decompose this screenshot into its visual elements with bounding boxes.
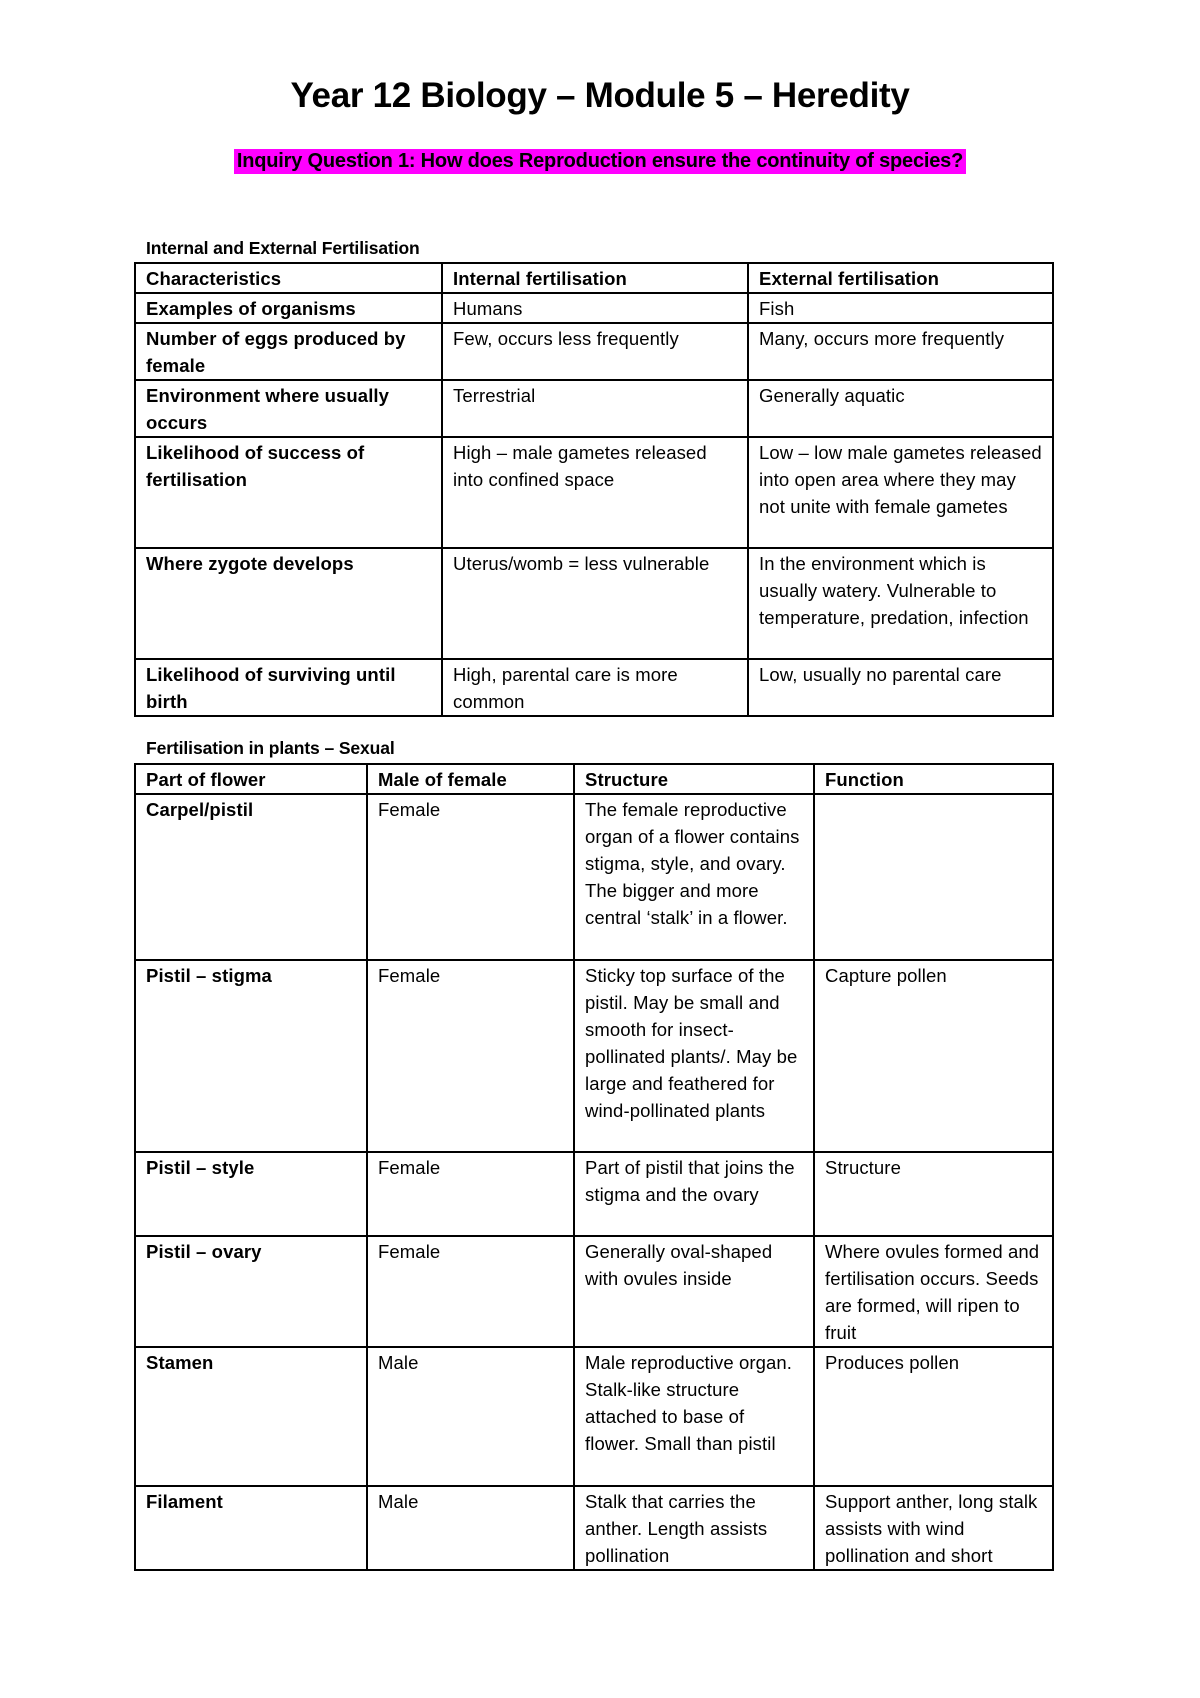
row-label: Carpel/pistil (135, 794, 367, 960)
plants-table (134, 763, 1054, 1571)
table-row (135, 794, 1053, 960)
row-label: Likelihood of surviving until birth (135, 659, 442, 716)
table-cell: Many, occurs more frequently (748, 323, 1053, 380)
table-cell: Stalk that carries the anther. Length assists pollination (574, 1486, 814, 1570)
table-cell: Female (367, 1236, 574, 1347)
table-cell: Low – low male gametes released into open area where they may not unite with female gametes (748, 437, 1053, 548)
row-label: Number of eggs produced by female (135, 323, 442, 380)
table-cell: Uterus/womb = less vulnerable (442, 548, 748, 659)
table-row (135, 1236, 1053, 1347)
row-label: Stamen (135, 1347, 367, 1486)
table-cell: Sticky top surface of the pistil. May be small and smooth for insect-pollinated plants/. May be large and feathered for wind-pollinated plants (574, 960, 814, 1152)
row-label: Pistil – style (135, 1152, 367, 1236)
fertilisation-table-title: Internal and External Fertilisation (146, 238, 420, 258)
table-row (135, 437, 1053, 548)
column-header: Characteristics (135, 263, 442, 293)
table-cell: Generally oval-shaped with ovules inside (574, 1236, 814, 1347)
column-header: Part of flower (135, 764, 367, 794)
table-row (135, 1152, 1053, 1236)
table-cell: Part of pistil that joins the stigma and the ovary (574, 1152, 814, 1236)
table-cell: In the environment which is usually watery. Vulnerable to temperature, predation, infection (748, 548, 1053, 659)
row-label: Environment where usually occurs (135, 380, 442, 437)
table-row (135, 293, 1053, 323)
table-header-row (135, 263, 1053, 293)
table-cell: Humans (442, 293, 748, 323)
table-row (135, 380, 1053, 437)
fertilisation-table (134, 262, 1054, 717)
table-header-row (135, 764, 1053, 794)
row-label: Pistil – ovary (135, 1236, 367, 1347)
column-header: External fertilisation (748, 263, 1053, 293)
row-label: Where zygote develops (135, 548, 442, 659)
table-cell: Where ovules formed and fertilisation occurs. Seeds are formed, will ripen to fruit (814, 1236, 1053, 1347)
table-cell: Fish (748, 293, 1053, 323)
table-cell: Male (367, 1347, 574, 1486)
table-cell: Few, occurs less frequently (442, 323, 748, 380)
table-cell: Male (367, 1486, 574, 1570)
inquiry-question: Inquiry Question 1: How does Reproduction ensure the continuity of species? (234, 149, 966, 174)
column-header: Internal fertilisation (442, 263, 748, 293)
table-cell (814, 794, 1053, 960)
table-cell: Support anther, long stalk assists with wind pollination and short (814, 1486, 1053, 1570)
table-row (135, 659, 1053, 716)
column-header: Function (814, 764, 1053, 794)
table-cell: Terrestrial (442, 380, 748, 437)
column-header: Male of female (367, 764, 574, 794)
plants-table-title: Fertilisation in plants – Sexual (146, 738, 395, 758)
table-cell: Female (367, 1152, 574, 1236)
table-row (135, 960, 1053, 1152)
table-row (135, 323, 1053, 380)
page-title: Year 12 Biology – Module 5 – Heredity (290, 76, 910, 115)
table-cell: Structure (814, 1152, 1053, 1236)
table-row (135, 1486, 1053, 1570)
table-cell: Female (367, 794, 574, 960)
row-label: Examples of organisms (135, 293, 442, 323)
table-cell: High, parental care is more common (442, 659, 748, 716)
table-cell: High – male gametes released into confined space (442, 437, 748, 548)
table-row (135, 548, 1053, 659)
table-cell: Produces pollen (814, 1347, 1053, 1486)
row-label: Likelihood of success of fertilisation (135, 437, 442, 548)
table-cell: Female (367, 960, 574, 1152)
table-cell: Low, usually no parental care (748, 659, 1053, 716)
table-cell: Capture pollen (814, 960, 1053, 1152)
column-header: Structure (574, 764, 814, 794)
row-label: Pistil – stigma (135, 960, 367, 1152)
table-row (135, 1347, 1053, 1486)
table-cell: The female reproductive organ of a flower contains stigma, style, and ovary. The bigger and more central ‘stalk’ in a flower. (574, 794, 814, 960)
table-cell: Generally aquatic (748, 380, 1053, 437)
table-cell: Male reproductive organ. Stalk-like structure attached to base of flower. Small than pistil (574, 1347, 814, 1486)
row-label: Filament (135, 1486, 367, 1570)
